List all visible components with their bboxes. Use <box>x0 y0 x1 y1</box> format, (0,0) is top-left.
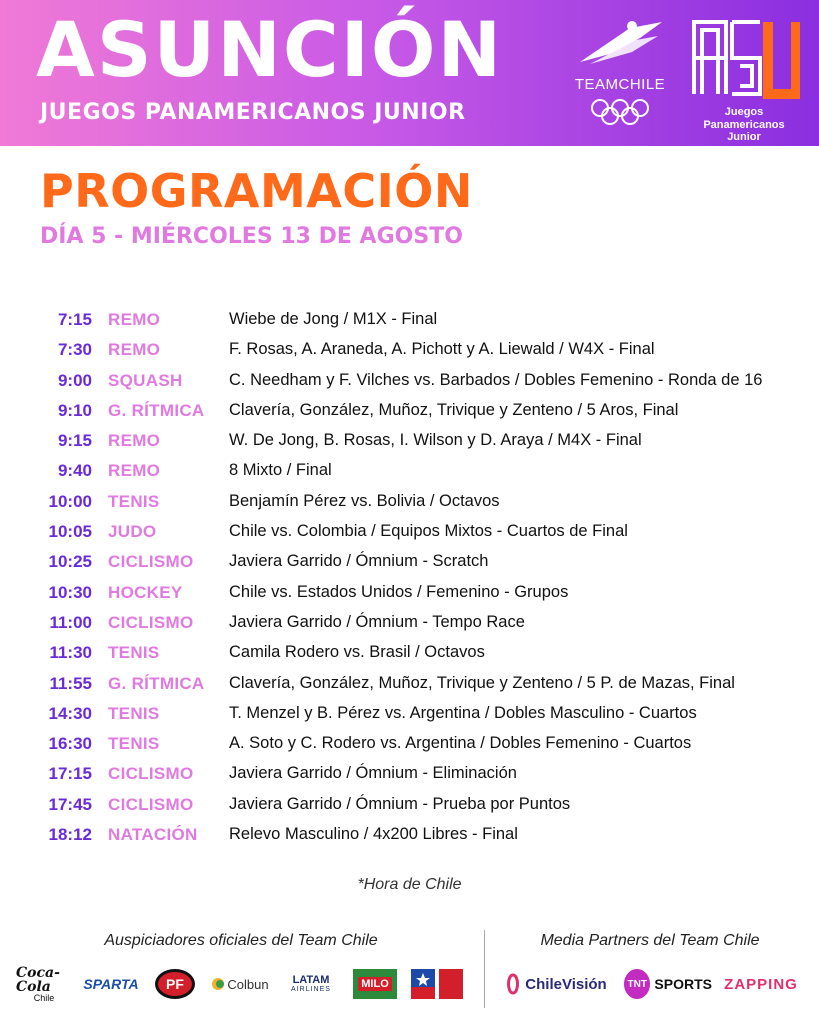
event-time: 11:00 <box>49 612 92 632</box>
event-time: 7:15 <box>57 310 92 329</box>
event-time: 10:25 <box>48 552 92 572</box>
schedule-row <box>0 518 819 548</box>
schedule-row <box>0 700 819 730</box>
event-sport: JUDO <box>108 522 157 542</box>
asu-caption: Juegos Panamericanos Junior <box>703 106 785 144</box>
event-description: Javiera Garrido / Ómnium - Tempo Race <box>229 612 525 631</box>
event-description: Wiebe de Jong / M1X - Final <box>229 310 438 328</box>
schedule-row <box>0 336 819 366</box>
asu-games-logo <box>688 14 800 144</box>
event-time: 10:30 <box>48 582 92 602</box>
event-sport: SQUASH <box>108 370 183 390</box>
media-partners-label: Media Partners del Team Chile <box>540 932 760 949</box>
schedule-row <box>0 306 819 336</box>
event-title: ASUNCIÓN <box>36 5 504 94</box>
event-sport: G. RÍTMICA <box>108 673 205 693</box>
event-sport: CICLISMO <box>108 794 194 814</box>
teamchile-emblem-icon <box>570 18 670 74</box>
event-sport: CICLISMO <box>108 552 194 572</box>
teamchile-logo <box>570 18 670 128</box>
colbun-logo: Colbun <box>208 968 272 1000</box>
schedule-row <box>0 730 819 760</box>
chile-government-icon <box>411 969 463 999</box>
event-sport: TENIS <box>108 491 160 511</box>
event-description: Benjamín Pérez vs. Bolivia / Octavos <box>229 491 500 510</box>
event-time: 7:30 <box>57 340 92 360</box>
sparta-logo: SPARTA <box>83 976 139 992</box>
zapping-logo: ZAPPING <box>724 975 798 993</box>
event-sport: G. RÍTMICA <box>108 400 205 420</box>
event-sport: HOCKEY <box>108 582 183 602</box>
page-subtitle: DÍA 5 - MIÉRCOLES 13 DE AGOSTO <box>40 224 463 249</box>
event-time: 9:40 <box>57 461 92 481</box>
event-description: Camila Rodero vs. Brasil / Octavos <box>229 643 485 662</box>
event-sport: REMO <box>108 340 161 360</box>
event-description: Javiera Garrido / Ómnium - Prueba por Puntos <box>229 794 571 813</box>
page-title: PROGRAMACIÓN <box>40 164 473 218</box>
event-description: A. Soto y C. Rodero vs. Argentina / Dobles Femenino - Cuartos <box>229 734 692 753</box>
event-time: 17:45 <box>48 794 92 814</box>
event-description: C. Needham y F. Vilches vs. Barbados / Dobles Femenino - Ronda de 16 <box>229 370 763 389</box>
event-description: 8 Mixto / Final <box>229 461 332 480</box>
schedule-row <box>0 427 819 457</box>
event-description: Relevo Masculino / 4x200 Libres - Final <box>229 825 518 844</box>
event-sport: REMO <box>108 431 161 451</box>
schedule-row <box>0 488 819 518</box>
event-description: F. Rosas, A. Araneda, A. Pichott y A. Liewald / W4X - Final <box>229 340 655 359</box>
header-banner <box>0 0 819 146</box>
schedule-row <box>0 821 819 851</box>
schedule-row <box>0 760 819 790</box>
event-time: 10:05 <box>48 522 92 542</box>
latam-logo: LATAM AIRLINES <box>291 974 331 993</box>
event-sport: CICLISMO <box>108 612 194 632</box>
event-time: 11:30 <box>49 643 92 663</box>
event-sport: TENIS <box>108 643 160 663</box>
schedule-row <box>0 791 819 821</box>
schedule-row <box>0 397 819 427</box>
event-time: 11:55 <box>49 673 92 693</box>
event-time: 14:30 <box>48 703 92 723</box>
timezone-note: *Hora de Chile <box>357 876 462 893</box>
event-sport: REMO <box>108 461 161 481</box>
chilevision-logo: ChileVisión <box>500 968 612 1000</box>
event-description: W. De Jong, B. Rosas, I. Wilson y D. Araya / M4X - Final <box>229 431 642 450</box>
schedule-row <box>0 609 819 639</box>
olympic-rings-icon <box>570 98 670 128</box>
gobierno-chile-logo <box>410 968 464 1000</box>
event-description: Javiera Garrido / Ómnium - Eliminación <box>229 764 517 783</box>
schedule-row <box>0 579 819 609</box>
footer-divider <box>484 930 485 1008</box>
event-time: 16:30 <box>48 734 92 754</box>
event-description: Chile vs. Colombia / Equipos Mixtos - Cuartos de Final <box>229 522 628 541</box>
teamchile-label: TEAMCHILE <box>574 76 666 93</box>
milo-logo: MILO <box>352 968 398 1000</box>
event-time: 10:00 <box>48 491 92 511</box>
cocacola-logo: Coca-Cola Chile <box>16 964 60 1003</box>
sponsors-label: Auspiciadores oficiales del Team Chile <box>104 932 378 949</box>
event-sport: TENIS <box>108 734 160 754</box>
schedule-row <box>0 639 819 669</box>
event-time: 9:00 <box>57 370 92 390</box>
schedule-list <box>0 306 819 851</box>
event-description: Javiera Garrido / Ómnium - Scratch <box>229 552 489 571</box>
event-sport: REMO <box>108 310 161 329</box>
chilevision-mark-icon <box>505 973 521 995</box>
schedule-row <box>0 457 819 487</box>
event-time: 17:15 <box>48 764 92 784</box>
event-sport: NATACIÓN <box>108 825 198 845</box>
event-time: 9:15 <box>57 431 92 451</box>
event-time: 18:12 <box>48 825 92 845</box>
colbun-mark-icon <box>211 977 225 991</box>
asu-monogram-icon <box>688 14 800 102</box>
event-sport: CICLISMO <box>108 764 194 784</box>
event-sport: TENIS <box>108 703 160 723</box>
event-subtitle: JUEGOS PANAMERICANOS JUNIOR <box>40 100 466 125</box>
schedule-row <box>0 670 819 700</box>
event-description: Clavería, González, Muñoz, Trivique y Zenteno / 5 P. de Mazas, Final <box>229 673 735 692</box>
event-description: Clavería, González, Muñoz, Trivique y Zenteno / 5 Aros, Final <box>229 400 679 419</box>
schedule-row <box>0 367 819 397</box>
schedule-row <box>0 548 819 578</box>
event-description: T. Menzel y B. Pérez vs. Argentina / Dobles Masculino - Cuartos <box>229 703 697 722</box>
event-time: 9:10 <box>57 400 92 420</box>
pf-logo: PF <box>152 968 198 1000</box>
tnt-sports-logo: TNT SPORTS <box>624 968 712 1000</box>
event-description: Chile vs. Estados Unidos / Femenino - Grupos <box>229 582 569 601</box>
